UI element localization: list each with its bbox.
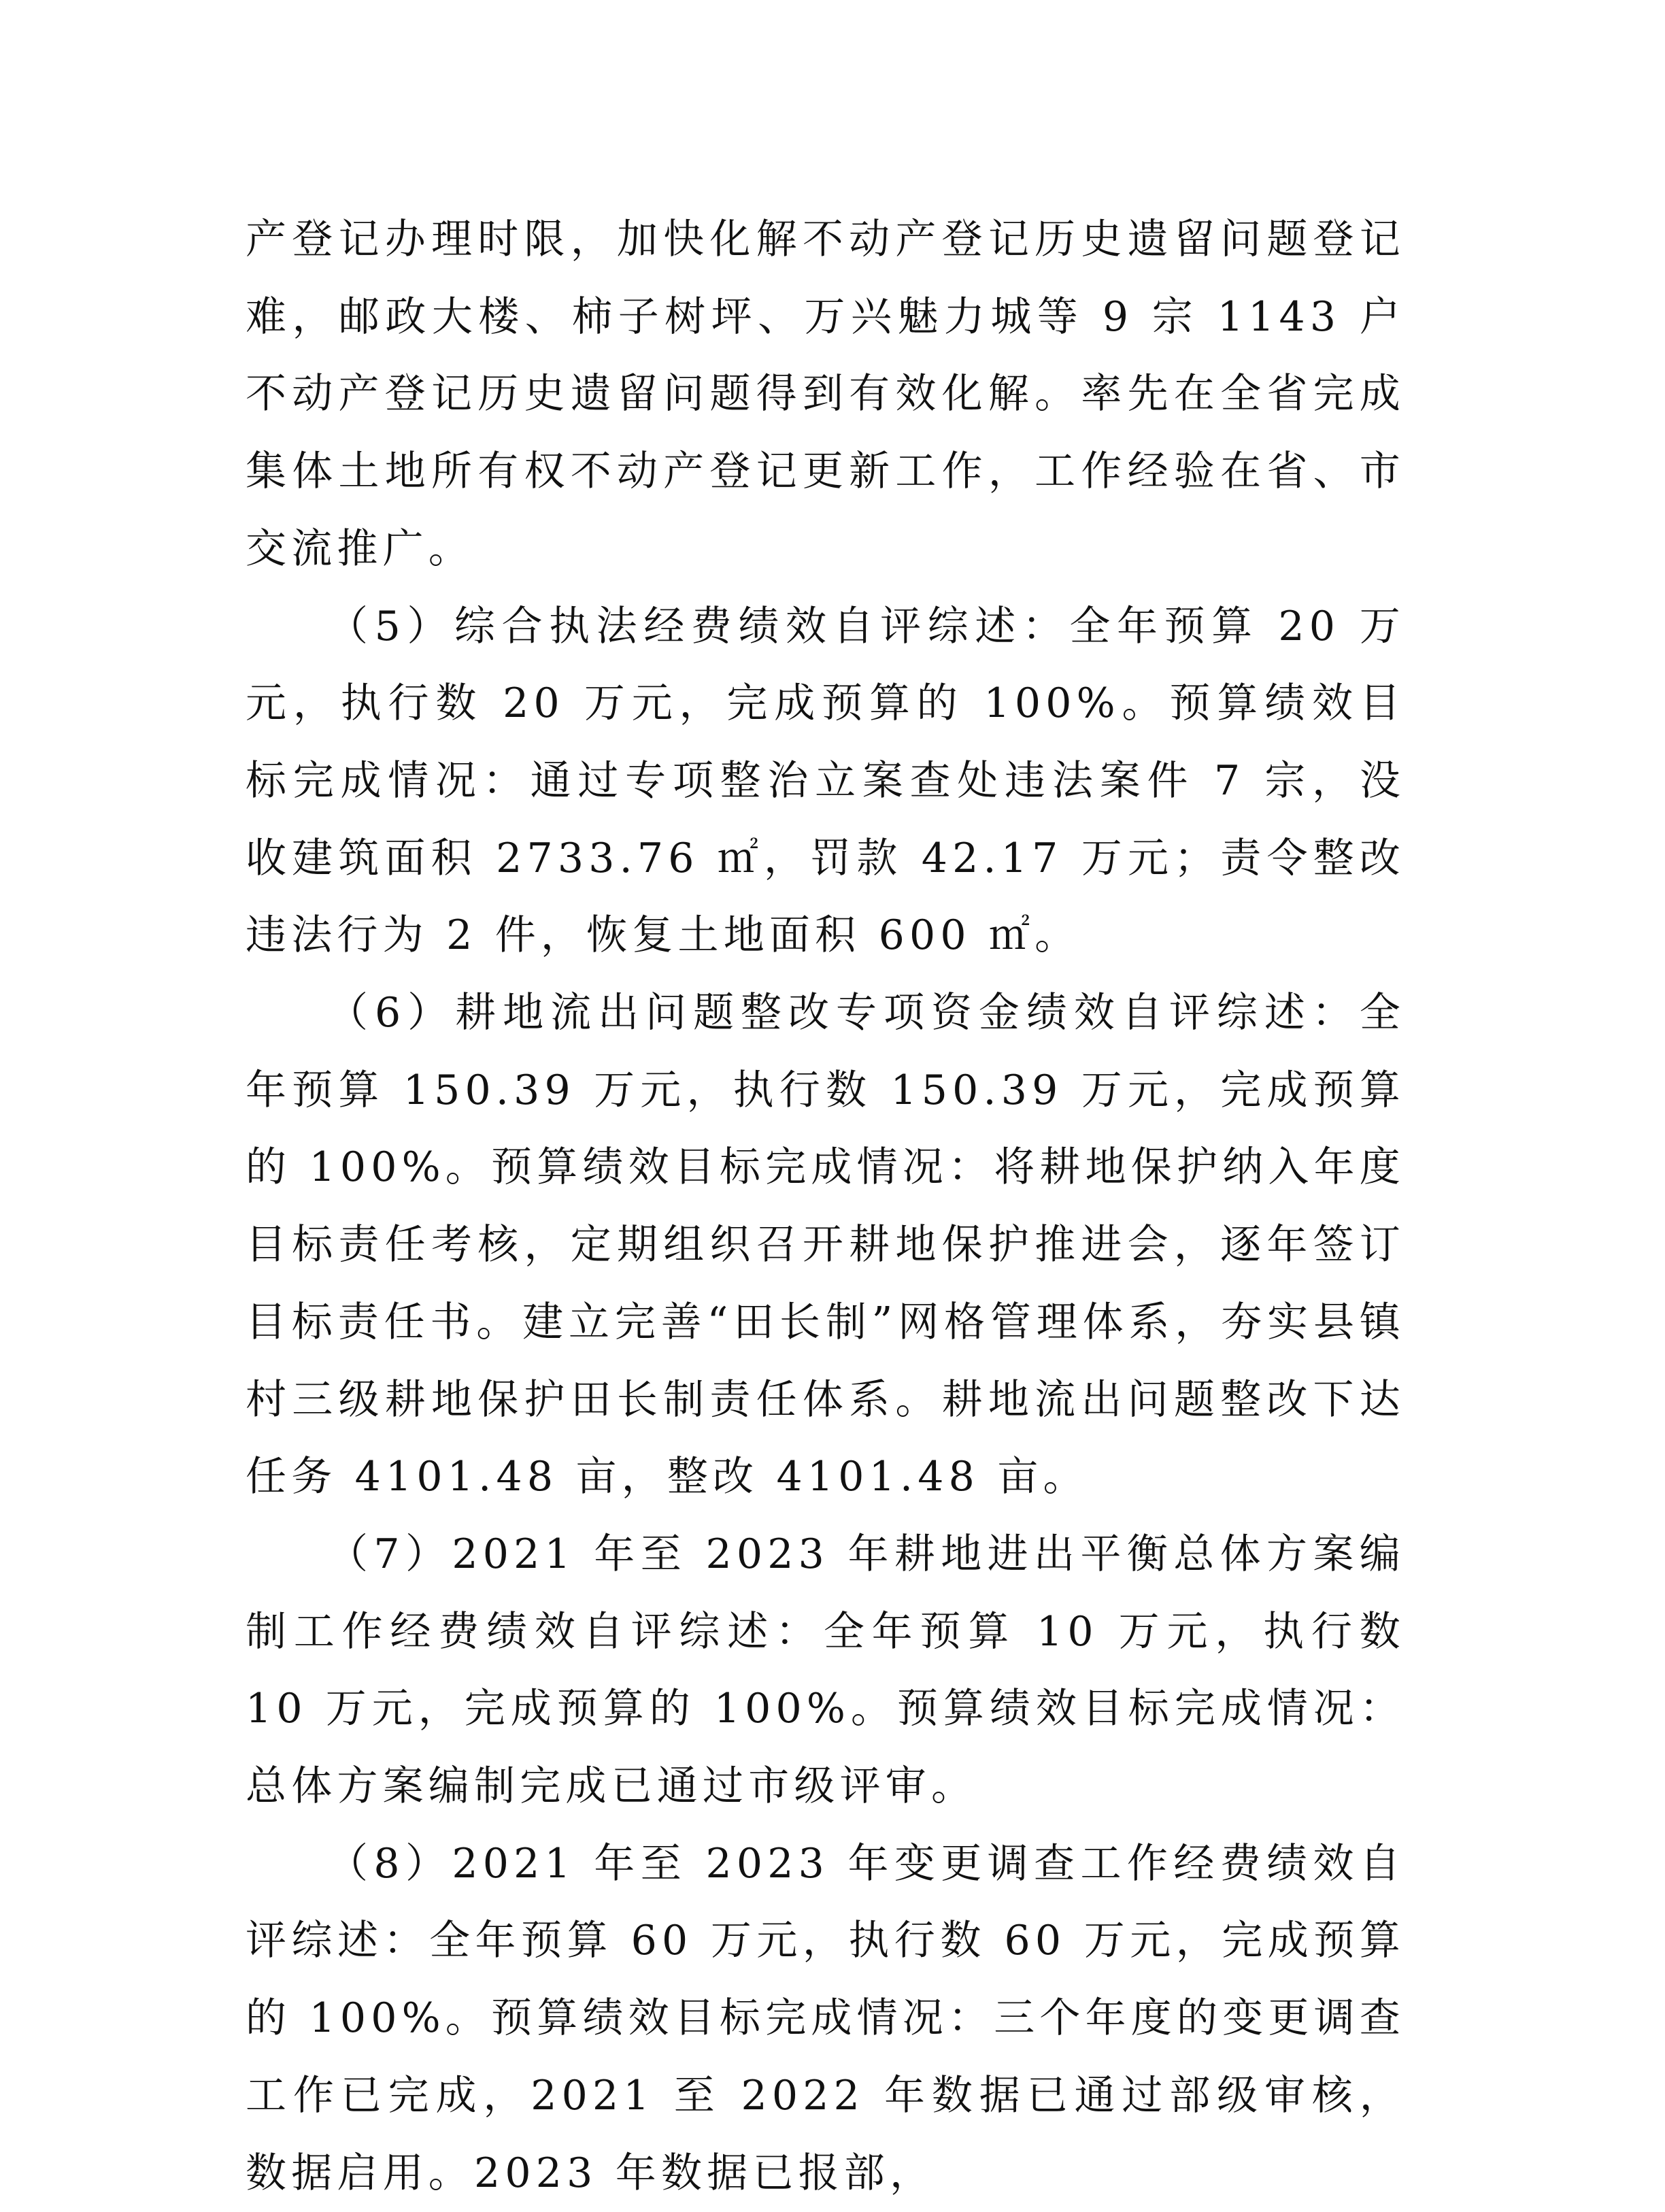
paragraph-item-5-enforcement: （5）综合执法经费绩效自评综述：全年预算 20 万元，执行数 20 万元，完成预算的 100%。预算绩效目标完成情况：通过专项整治立案查处违法案件 7 宗，没收建筑面积 2733.76 ㎡，罚款 42.17 万元；责令整改违法行为 2 件，恢复土地面积 600 ㎡。: [246, 602, 1405, 960]
paragraph-item-8-change-survey: （8）2021 年至 2023 年变更调查工作经费绩效自评综述：全年预算 60 万元，执行数 60 万元，完成预算的 100%。预算绩效目标完成情况：三个年度的变更调查工作已完成，2021 至 2022 年数据已通过部级审核，数据启用。2023 年数据已报部，: [246, 1839, 1406, 2197]
paragraph-registration-continued: 产登记办理时限，加快化解不动产登记历史遗留问题登记难，邮政大楼、柿子树坪、万兴魅力城等 9 宗 1143 户不动产登记历史遗留问题得到有效化解。率先在全省完成集体土地所有权不动产登记更新工作，工作经验在省、市交流推广。: [246, 216, 1405, 573]
document-body: [246, 201, 1405, 2212]
paragraph-item-7-balance-plan: （7）2021 年至 2023 年耕地进出平衡总体方案编制工作经费绩效自评综述：全年预算 10 万元，执行数 10 万元，完成预算的 100%。预算绩效目标完成情况：总体方案编制完成已通过市级评审。: [246, 1530, 1405, 1811]
paragraph-item-6-farmland-rectification: （6）耕地流出问题整改专项资金绩效自评综述：全年预算 150.39 万元，执行数 150.39 万元，完成预算的 100%。预算绩效目标完成情况：将耕地保护纳入年度目标责任考核，定期组织召开耕地保护推进会，逐年签订目标责任书。建立完善“田长制”网格管理体系，夯实县镇村三级耕地保护田长制责任体系。耕地流出问题整改下达任务 4101.48 亩，整改 4101.48 亩。: [246, 989, 1406, 1501]
